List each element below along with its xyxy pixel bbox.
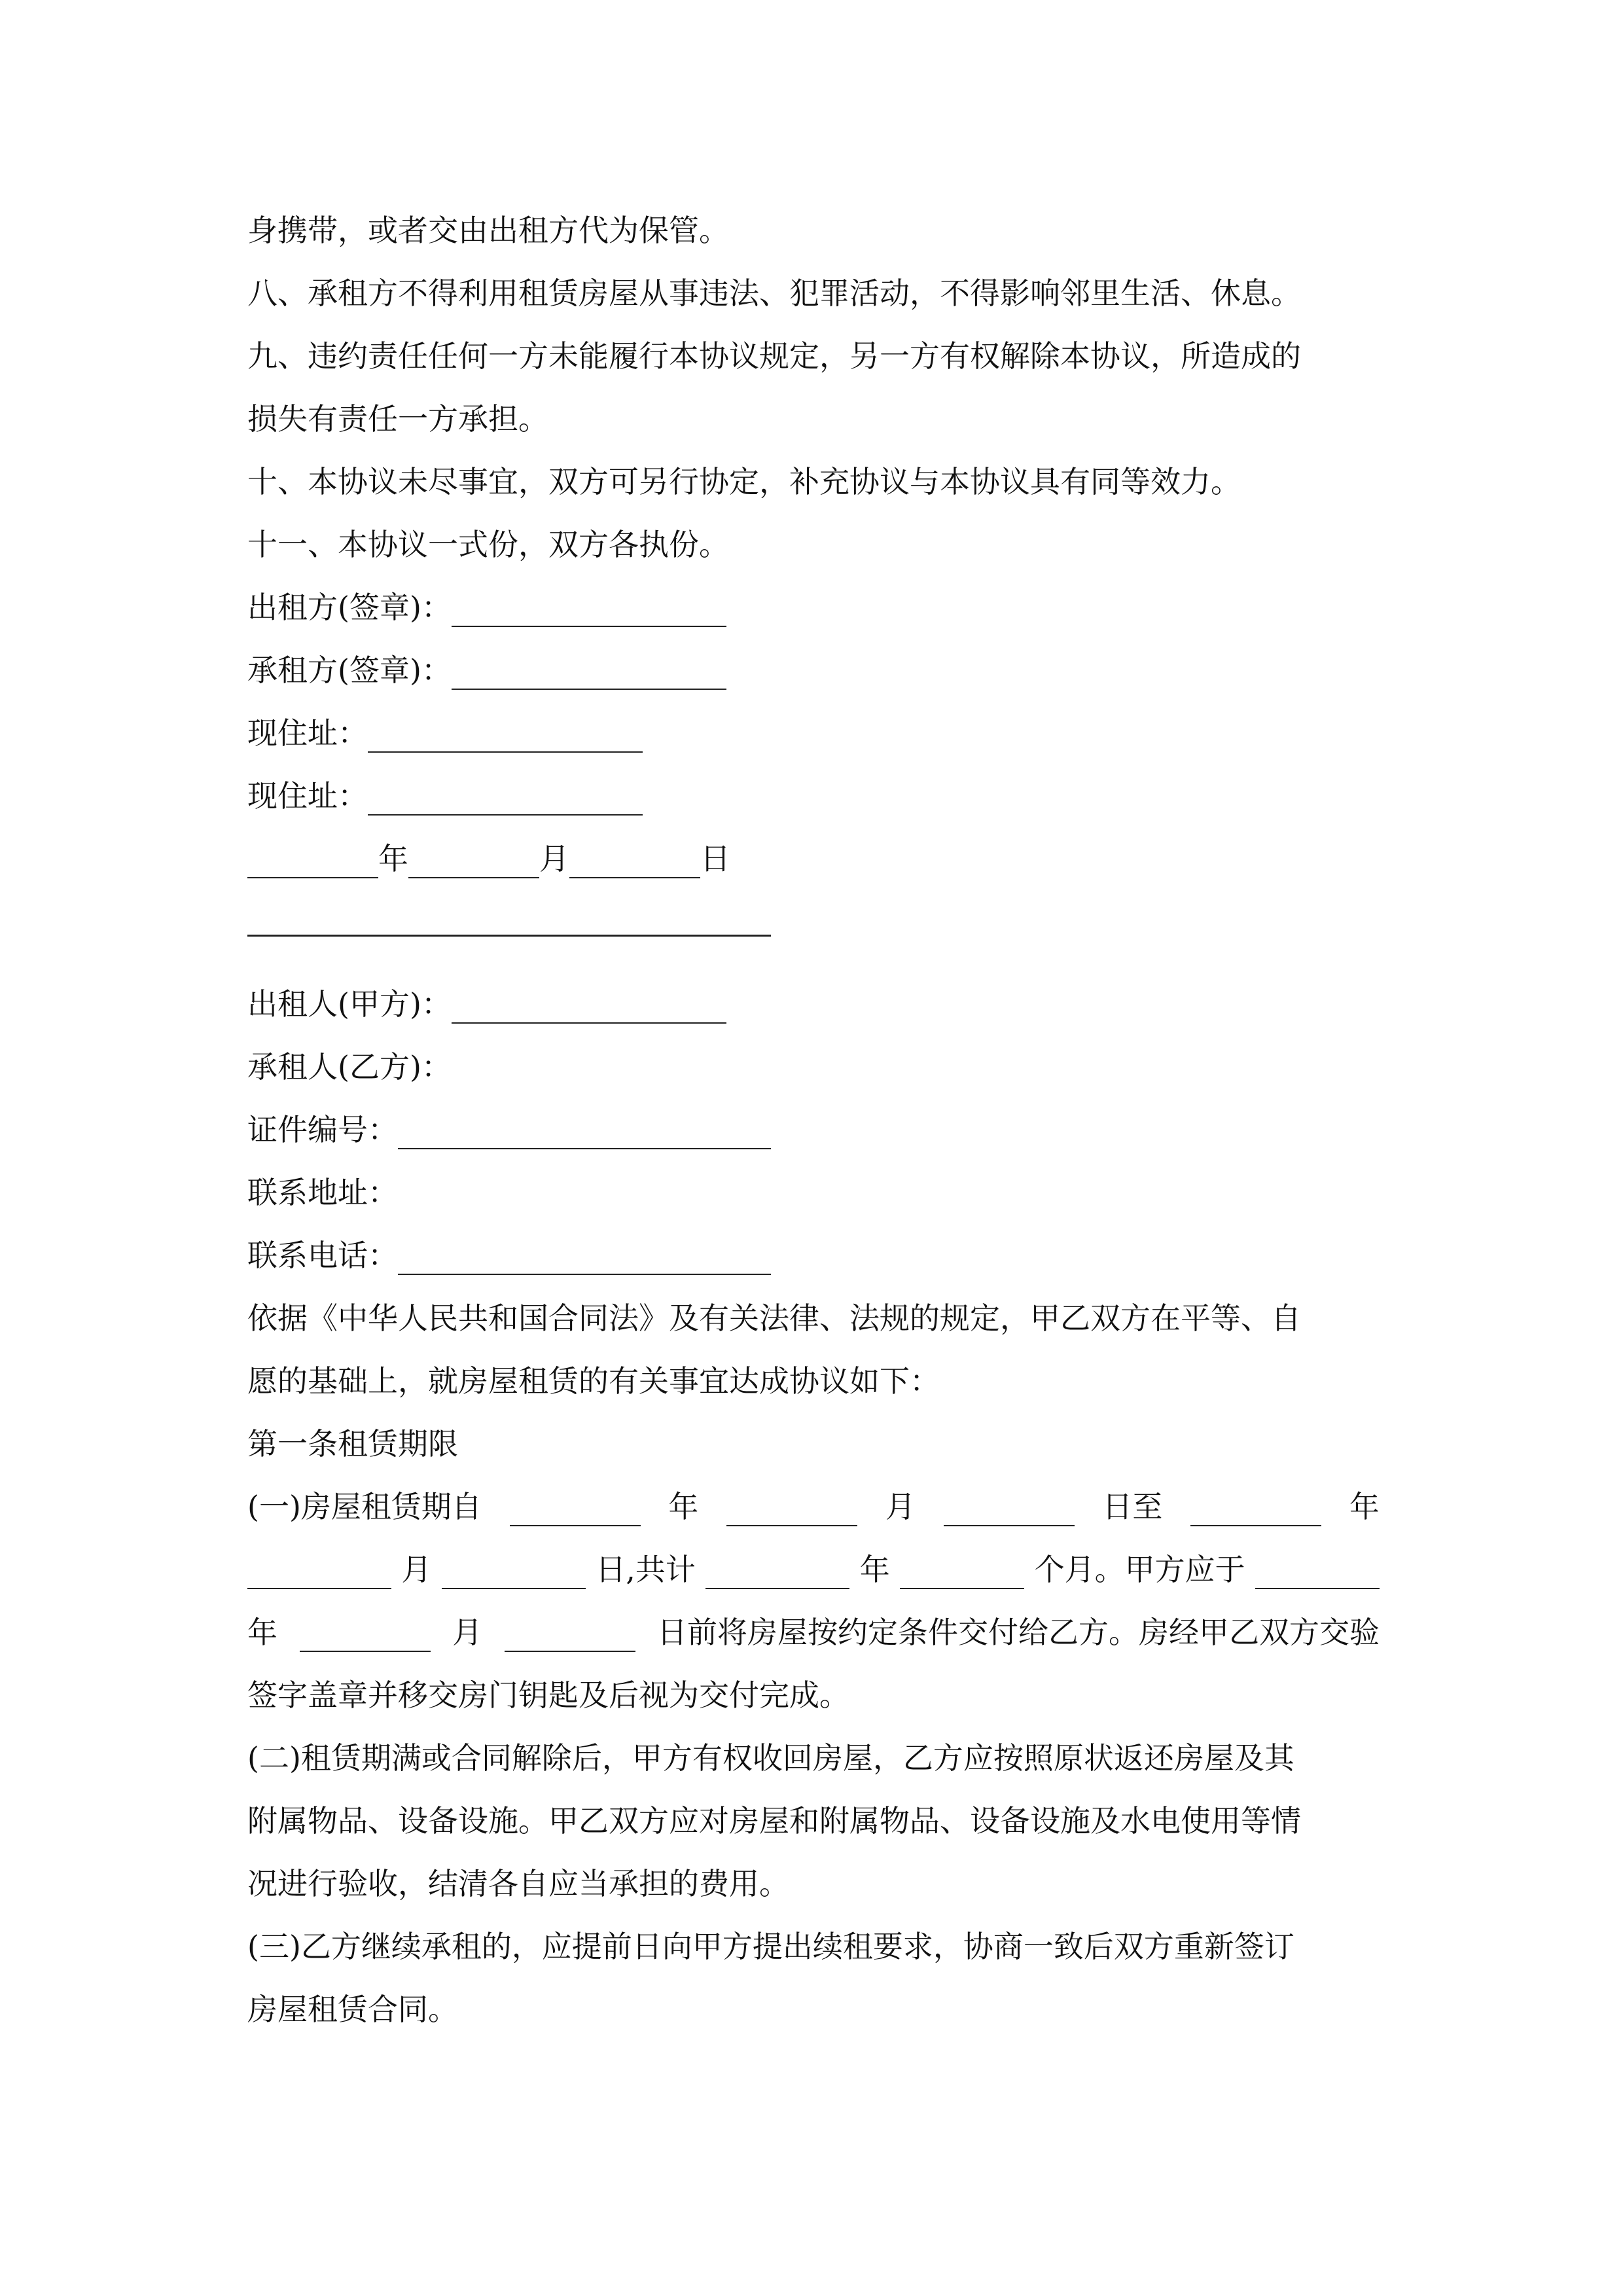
id-number-blank[interactable] (398, 1122, 771, 1149)
party-a-blank[interactable] (452, 996, 726, 1024)
intro-line-2: 愿的基础上，就房屋租赁的有关事宜达成协议如下： (247, 1363, 940, 1399)
start-month-label: 月 (885, 1489, 916, 1524)
term-line-4: 签字盖章并移交房门钥匙及后视为交付完成。 (247, 1677, 849, 1713)
year-label: 年 (378, 841, 408, 876)
address-label-1: 现住址： (247, 715, 368, 751)
lessee-signature-label: 承租方(签章)： (247, 653, 452, 688)
address-blank-1[interactable] (368, 725, 643, 753)
party-b-label: 承租人(乙方)： (247, 1049, 452, 1085)
clause-expiry-line-2: 附属物品、设备设施。甲乙双方应对房屋和附属物品、设备设施及水电使用等情 (247, 1803, 1301, 1839)
party-a-label: 出租人(甲方)： (247, 986, 452, 1022)
end-day-blank[interactable] (442, 1562, 586, 1589)
id-number-label: 证件编号： (247, 1112, 398, 1147)
contact-address-label: 联系地址： (247, 1175, 398, 1210)
delivery-text: 日前将房屋按约定条件交付给乙方。房经甲乙双方交验 (657, 1615, 1380, 1650)
phone-label: 联系电话： (247, 1238, 398, 1273)
paragraph-keep-belongings: 身携带，或者交由出租方代为保管。 (247, 213, 729, 248)
month-blank[interactable] (408, 851, 539, 878)
article-1-heading: 第一条租赁期限 (247, 1426, 458, 1462)
day-label: 日 (700, 841, 730, 876)
phone-blank[interactable] (398, 1247, 771, 1275)
address-row-1 (247, 713, 643, 753)
address-blank-2[interactable] (368, 788, 643, 816)
lessee-signature-blank[interactable] (452, 662, 726, 690)
total-years-label: 年 (859, 1552, 890, 1587)
total-years-blank[interactable] (705, 1562, 849, 1589)
delivery-year-label: 年 (247, 1615, 277, 1650)
lessee-signature-row (247, 651, 726, 690)
term-line-2 (247, 1550, 1380, 1589)
delivery-month-label: 月 (452, 1615, 482, 1650)
intro-line-1: 依据《中华人民共和国合同法》及有关法律、法规的规定，甲乙双方在平等、自 (247, 1300, 1301, 1336)
end-year-blank[interactable] (1190, 1499, 1321, 1526)
total-months-blank[interactable] (900, 1562, 1024, 1589)
clause-9-line-2: 损失有责任一方承担。 (247, 401, 548, 437)
clause-8: 八、承租方不得利用租赁房屋从事违法、犯罪活动，不得影响邻里生活、休息。 (247, 276, 1301, 311)
term-line-1 (247, 1487, 1380, 1526)
address-label-2: 现住址： (247, 778, 368, 814)
start-year-blank[interactable] (510, 1499, 641, 1526)
start-month-blank[interactable] (726, 1499, 857, 1526)
address-row-2 (247, 776, 643, 816)
day-blank[interactable] (569, 851, 700, 878)
delivery-month-blank[interactable] (300, 1624, 431, 1652)
end-month-label: 月 (401, 1552, 432, 1587)
delivery-year-blank[interactable] (1255, 1562, 1380, 1589)
clause-expiry-line-3: 况进行验收，结清各自应当承担的费用。 (247, 1866, 789, 1901)
start-day-blank[interactable] (944, 1499, 1075, 1526)
end-day-label: 日,共计 (596, 1552, 696, 1587)
clause-9-line-1: 九、违约责任任何一方未能履行本协议规定，另一方有权解除本协议，所造成的 (247, 338, 1301, 374)
clause-10: 十、本协议未尽事宜，双方可另行协定，补充协议与本协议具有同等效力。 (247, 464, 1241, 499)
year-blank[interactable] (247, 851, 378, 878)
party-a-row (247, 984, 726, 1024)
clause-expiry-line-1: (二)租赁期满或合同解除后，甲方有权收回房屋，乙方应按照原状返还房屋及其 (247, 1740, 1294, 1776)
end-year-label: 年 (1349, 1489, 1380, 1524)
total-months-label: 个月。甲方应于 (1034, 1552, 1245, 1587)
start-day-label: 日至 (1102, 1489, 1163, 1524)
section-divider (247, 935, 771, 937)
lessor-signature-label: 出租方(签章)： (247, 590, 452, 625)
delivery-day-blank[interactable] (505, 1624, 635, 1652)
phone-row (247, 1236, 771, 1275)
lessor-signature-blank[interactable] (452, 600, 726, 627)
end-month-blank[interactable] (247, 1562, 391, 1589)
month-label: 月 (539, 841, 569, 876)
clause-renewal-line-2: 房屋租赁合同。 (247, 1992, 458, 2027)
id-number-row (247, 1110, 771, 1149)
term-line-3 (247, 1613, 1380, 1652)
start-year-label: 年 (668, 1489, 699, 1524)
lessor-signature-row (247, 588, 726, 627)
clause-11: 十一、本协议一式份，双方各执份。 (247, 527, 729, 562)
clause-renewal-line-1: (三)乙方继续承租的，应提前日向甲方提出续租要求，协商一致后双方重新签订 (247, 1929, 1294, 1964)
term-start-label: (一)房屋租赁期自 (247, 1489, 482, 1524)
date-row (247, 839, 730, 878)
